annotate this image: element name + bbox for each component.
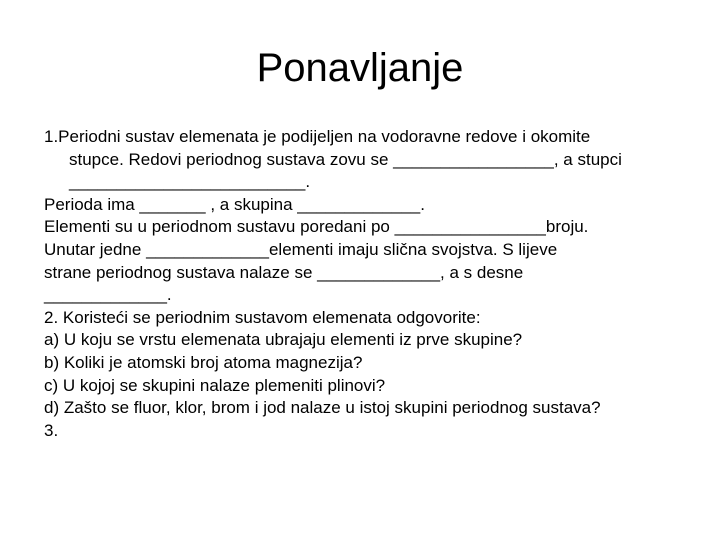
text-line: d) Zašto se fluor, klor, brom i jod nalaze u istoj skupini periodnog sustava? [44,398,601,418]
slide-title: Ponavljanje [256,46,464,90]
text-line: Perioda ima _______ , a skupina _____________. [44,194,425,214]
text-line: Elementi su u periodnom sustavu poredani po ________________broju. [44,217,589,237]
text-line: 3. [44,420,59,440]
text-line: _____________. [44,285,172,305]
text-line: stupce. Redovi periodnog sustava zovu se _________________, a stupci [69,149,622,169]
text-line: 1.Periodni sustav elemenata je podijeljen na vodoravne redove i okomite [44,127,591,146]
text-line: Unutar jedne _____________elementi imaju slična svojstva. S lijeve [44,239,558,259]
text-line: 2. Koristeći se periodnim sustavom elemenata odgovorite: [44,307,481,327]
text-line: c) U kojoj se skupini nalaze plemeniti plinovi? [44,375,386,395]
text-line: a) U koju se vrstu elemenata ubrajaju elementi iz prve skupine? [44,330,523,350]
text-line: strane periodnog sustava nalaze se _____________, a s desne [44,262,524,282]
text-line: _________________________. [69,172,311,192]
slide-body [44,126,684,442]
text-line: b) Koliki je atomski broj atoma magnezija? [44,352,363,372]
